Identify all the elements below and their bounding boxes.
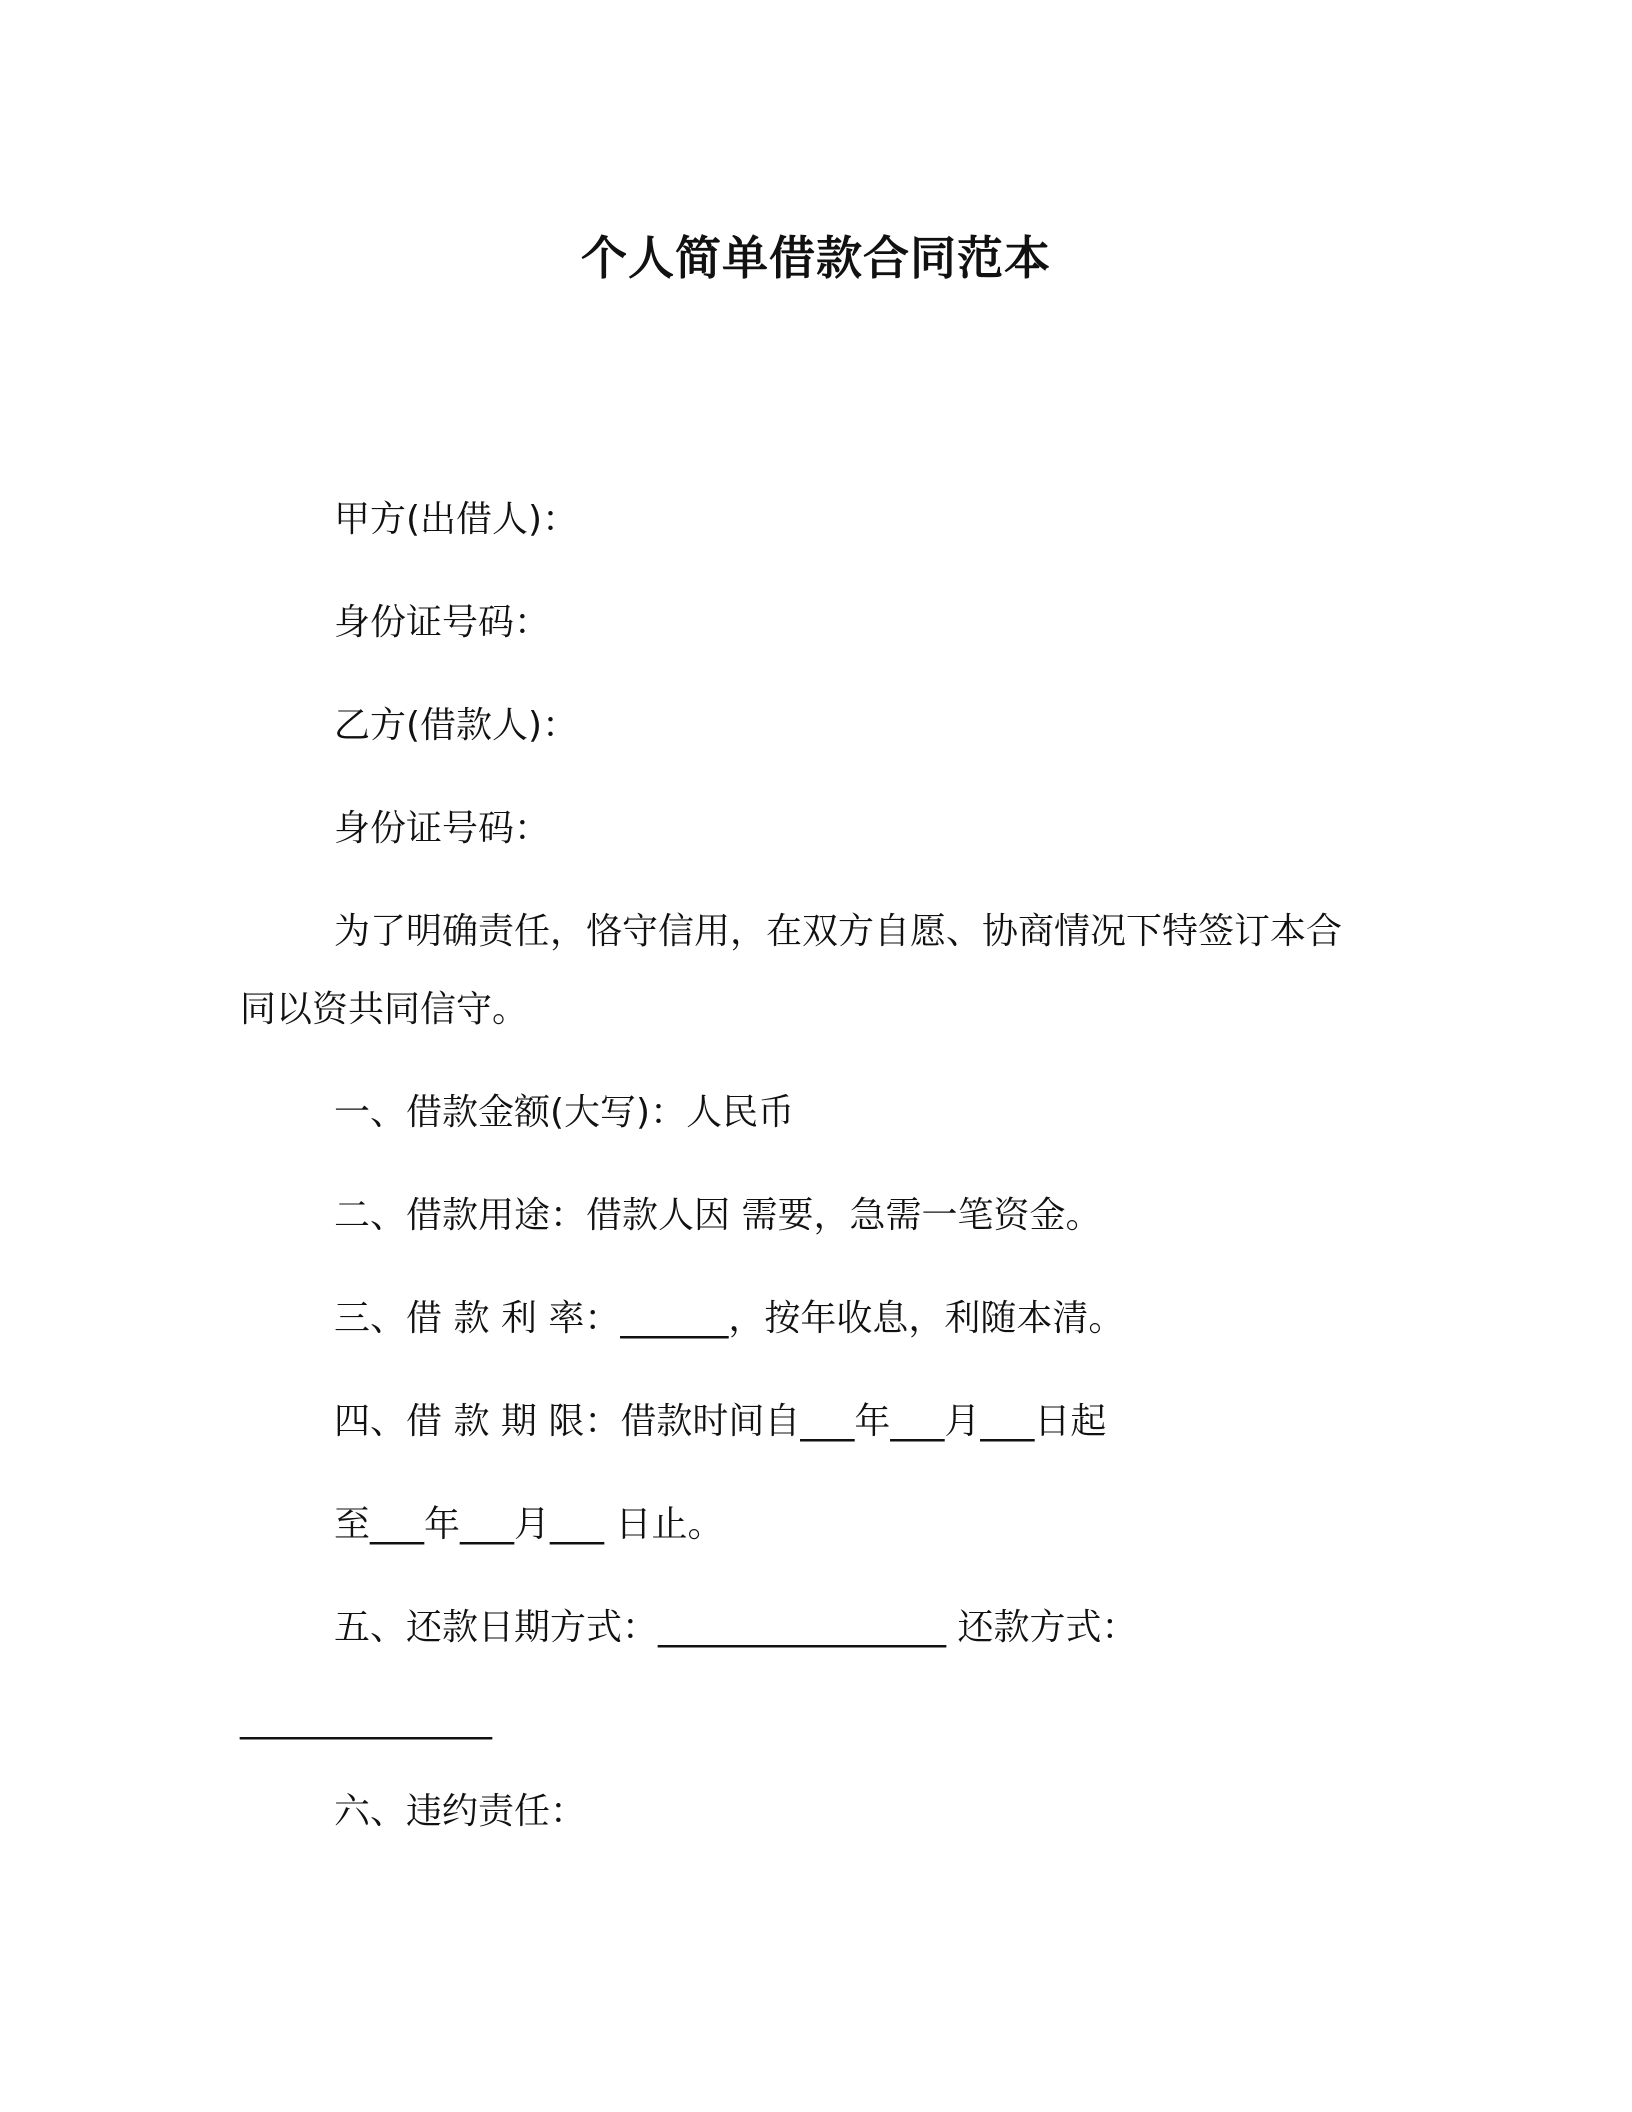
clause-4-loan-term-end: 至___年___月___ 日止。 — [334, 1504, 724, 1545]
clause-3-interest-rate: 三、借 款 利 率：______，按年收息，利随本清。 — [334, 1298, 1125, 1339]
document-title: 个人简单借款合同范本 — [581, 231, 1051, 285]
party-b-id-line: 身份证号码： — [334, 808, 551, 849]
clause-2-loan-purpose: 二、借款用途：借款人因 需要，急需一笔资金。 — [334, 1195, 1102, 1236]
clause-5-repayment: 五、还款日期方式：________________ 还款方式： — [334, 1607, 1138, 1648]
clause-1-loan-amount: 一、借款金额(大写)：人民币 — [334, 1092, 795, 1133]
clause-6-breach-liability: 六、违约责任： — [334, 1791, 587, 1832]
party-b-borrower-line: 乙方(借款人)： — [334, 705, 579, 746]
clause-5-repayment-blank: ______________ — [240, 1699, 492, 1740]
clause-4-loan-term: 四、借 款 期 限：借款时间自___年___月___日起 — [334, 1401, 1107, 1442]
party-a-id-line: 身份证号码： — [334, 602, 551, 643]
preamble-line-2: 同以资共同信守。 — [240, 989, 529, 1030]
preamble-line-1: 为了明确责任，恪守信用，在双方自愿、协商情况下特签订本合 — [334, 911, 1343, 952]
party-a-lender-line: 甲方(出借人)： — [334, 499, 579, 540]
